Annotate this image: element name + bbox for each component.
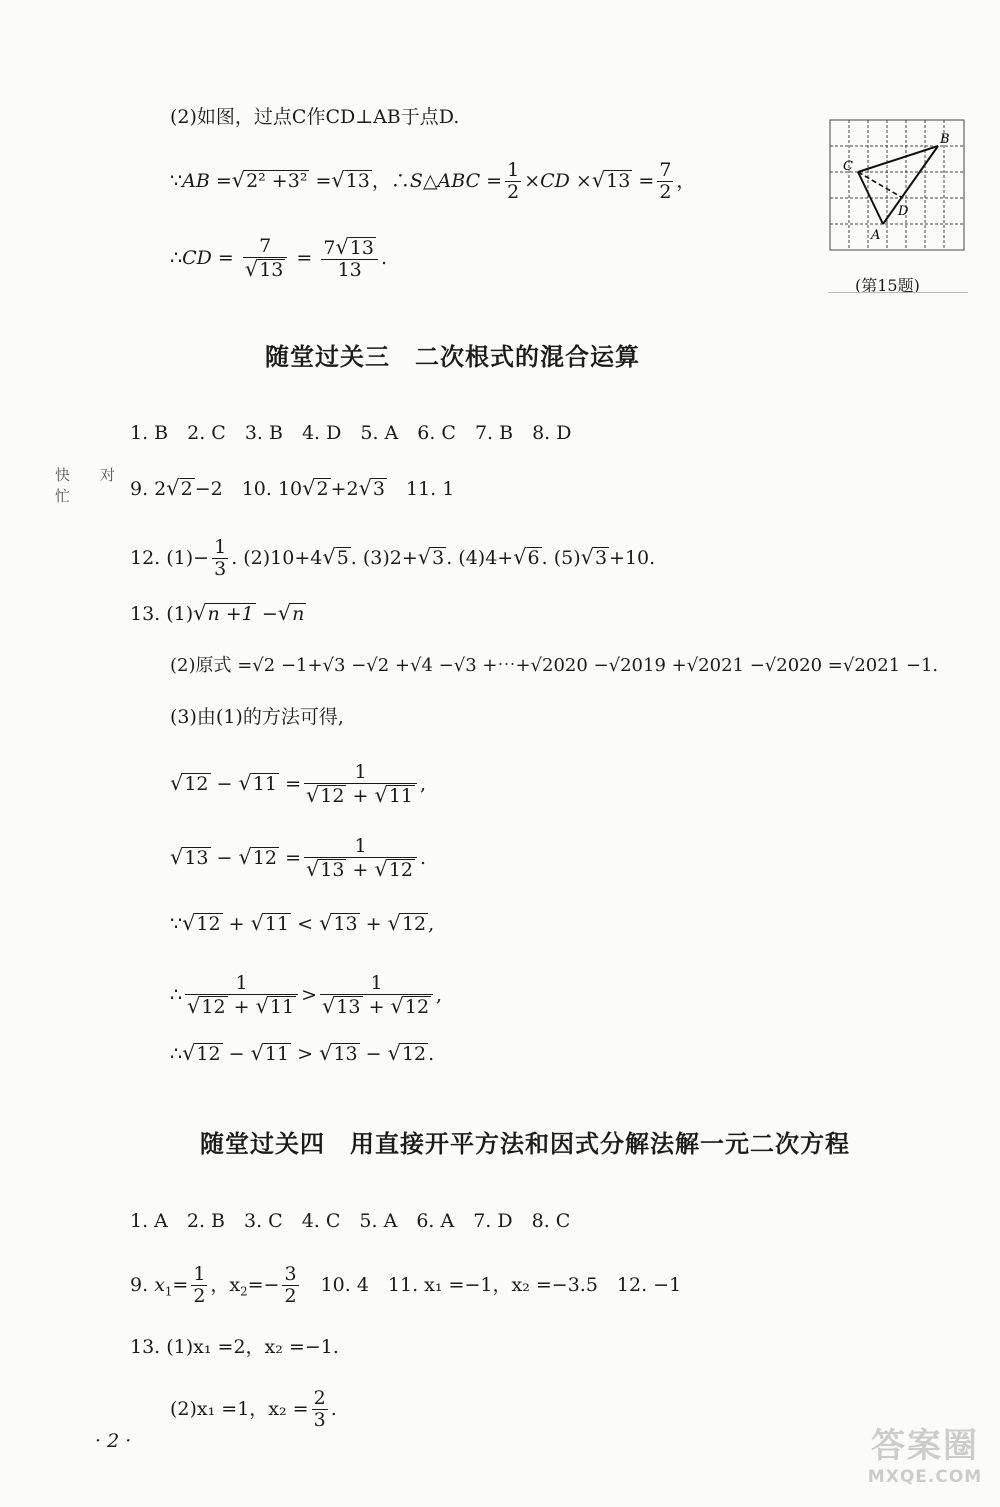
triangle-grid-figure xyxy=(828,118,968,258)
s3-eq3: ∵√12 + √11 < √13 + √12 , xyxy=(170,911,435,935)
watermark-logo: 答案圈 MXQE.COM xyxy=(867,1426,983,1487)
label-a: A xyxy=(871,228,881,243)
s4-q13-1: 13. (1)x₁ =2，x₂ =−1. xyxy=(130,1336,339,1358)
s3-eq2: √13 − √12 = $\frac{1}{√13 + √12}$ . xyxy=(170,835,427,882)
s3-q13-3: (3)由(1)的方法可得, xyxy=(170,706,344,728)
s3-q13-1: 13. (1)√n +1 −√n xyxy=(130,601,305,625)
q15-line3: ∴CD = $\frac{7}{√13}$ = $\frac{7√13}{13}$ . xyxy=(170,235,388,282)
margin-note: 快 对 忙 xyxy=(55,466,116,505)
fraction-cd-1: $\frac{7}{√13}$ xyxy=(243,236,288,282)
label-b: B xyxy=(940,132,950,147)
section4-title: 随堂过关四 用直接开平方法和因式分解法解一元二次方程 xyxy=(200,1130,850,1158)
s4-q9-12: 9. $x_1=$ $\frac{1}{2}$ ，$x_2=-$ $\frac{3}{2}$ 10. 4 11. x₁ =−1，x₂ =−3.5 12. −1 xyxy=(130,1263,682,1308)
label-c: C xyxy=(843,159,853,174)
s3-eq5: ∴√12 − √11 > √13 − √12 . xyxy=(170,1041,435,1065)
s3-q9-11: 9. 2√2 −2 10. 10√2 +2√3 11. 1 xyxy=(130,476,455,500)
s3-q13-2: (2)原式 =√2 −1+√3 −√2 +√4 −√3 +⋯+√2020 −√2019 +√2021 −√2020 =√2021 −1. xyxy=(170,655,939,676)
fraction-seven-halves: $\frac{7}{2}$ xyxy=(659,159,672,204)
figure-caption: (第15题) xyxy=(855,276,920,295)
s4-answers-1-8: 1. A 2. B 3. C 4. C 5. A 6. A 7. D 8. C xyxy=(130,1210,571,1232)
q15-line1: (2)如图，过点C作CD⊥AB于点D. xyxy=(170,106,460,128)
fraction-half: $\frac{1}{2}$ xyxy=(507,159,520,204)
s3-eq1: √12 − √11 = $\frac{1}{√12 + √11}$ , xyxy=(170,761,427,808)
q15-line2: ∵AB =√2² +3² =√13 ，∴S△ABC = $\frac{1}{2}$ ×CD ×√13 = $\frac{7}{2}$ ， xyxy=(170,159,696,204)
page-number: · 2 · xyxy=(95,1430,132,1452)
s3-eq4: ∴ $\frac{1}{√12 + √11}$ > $\frac{1}{√13 + √12}$ , xyxy=(170,972,443,1019)
s3-q12: 12. (1)− $\frac{1}{3}$ . (2)10+4√5 . (3)2+√3 . (4)4+√6 . (5)√3 +10. xyxy=(130,536,656,581)
caption-rule xyxy=(828,292,968,293)
s4-q13-2: (2)x₁ =1，x₂ = $\frac{2}{3}$ . xyxy=(170,1387,337,1432)
fraction-cd-2: $\frac{7√13}{13}$ xyxy=(321,236,378,282)
label-d: D xyxy=(898,204,909,219)
s3-answers-1-8: 1. B 2. C 3. B 4. D 5. A 6. C 7. B 8. D xyxy=(130,422,572,444)
section3-title: 随堂过关三 二次根式的混合运算 xyxy=(265,343,640,371)
